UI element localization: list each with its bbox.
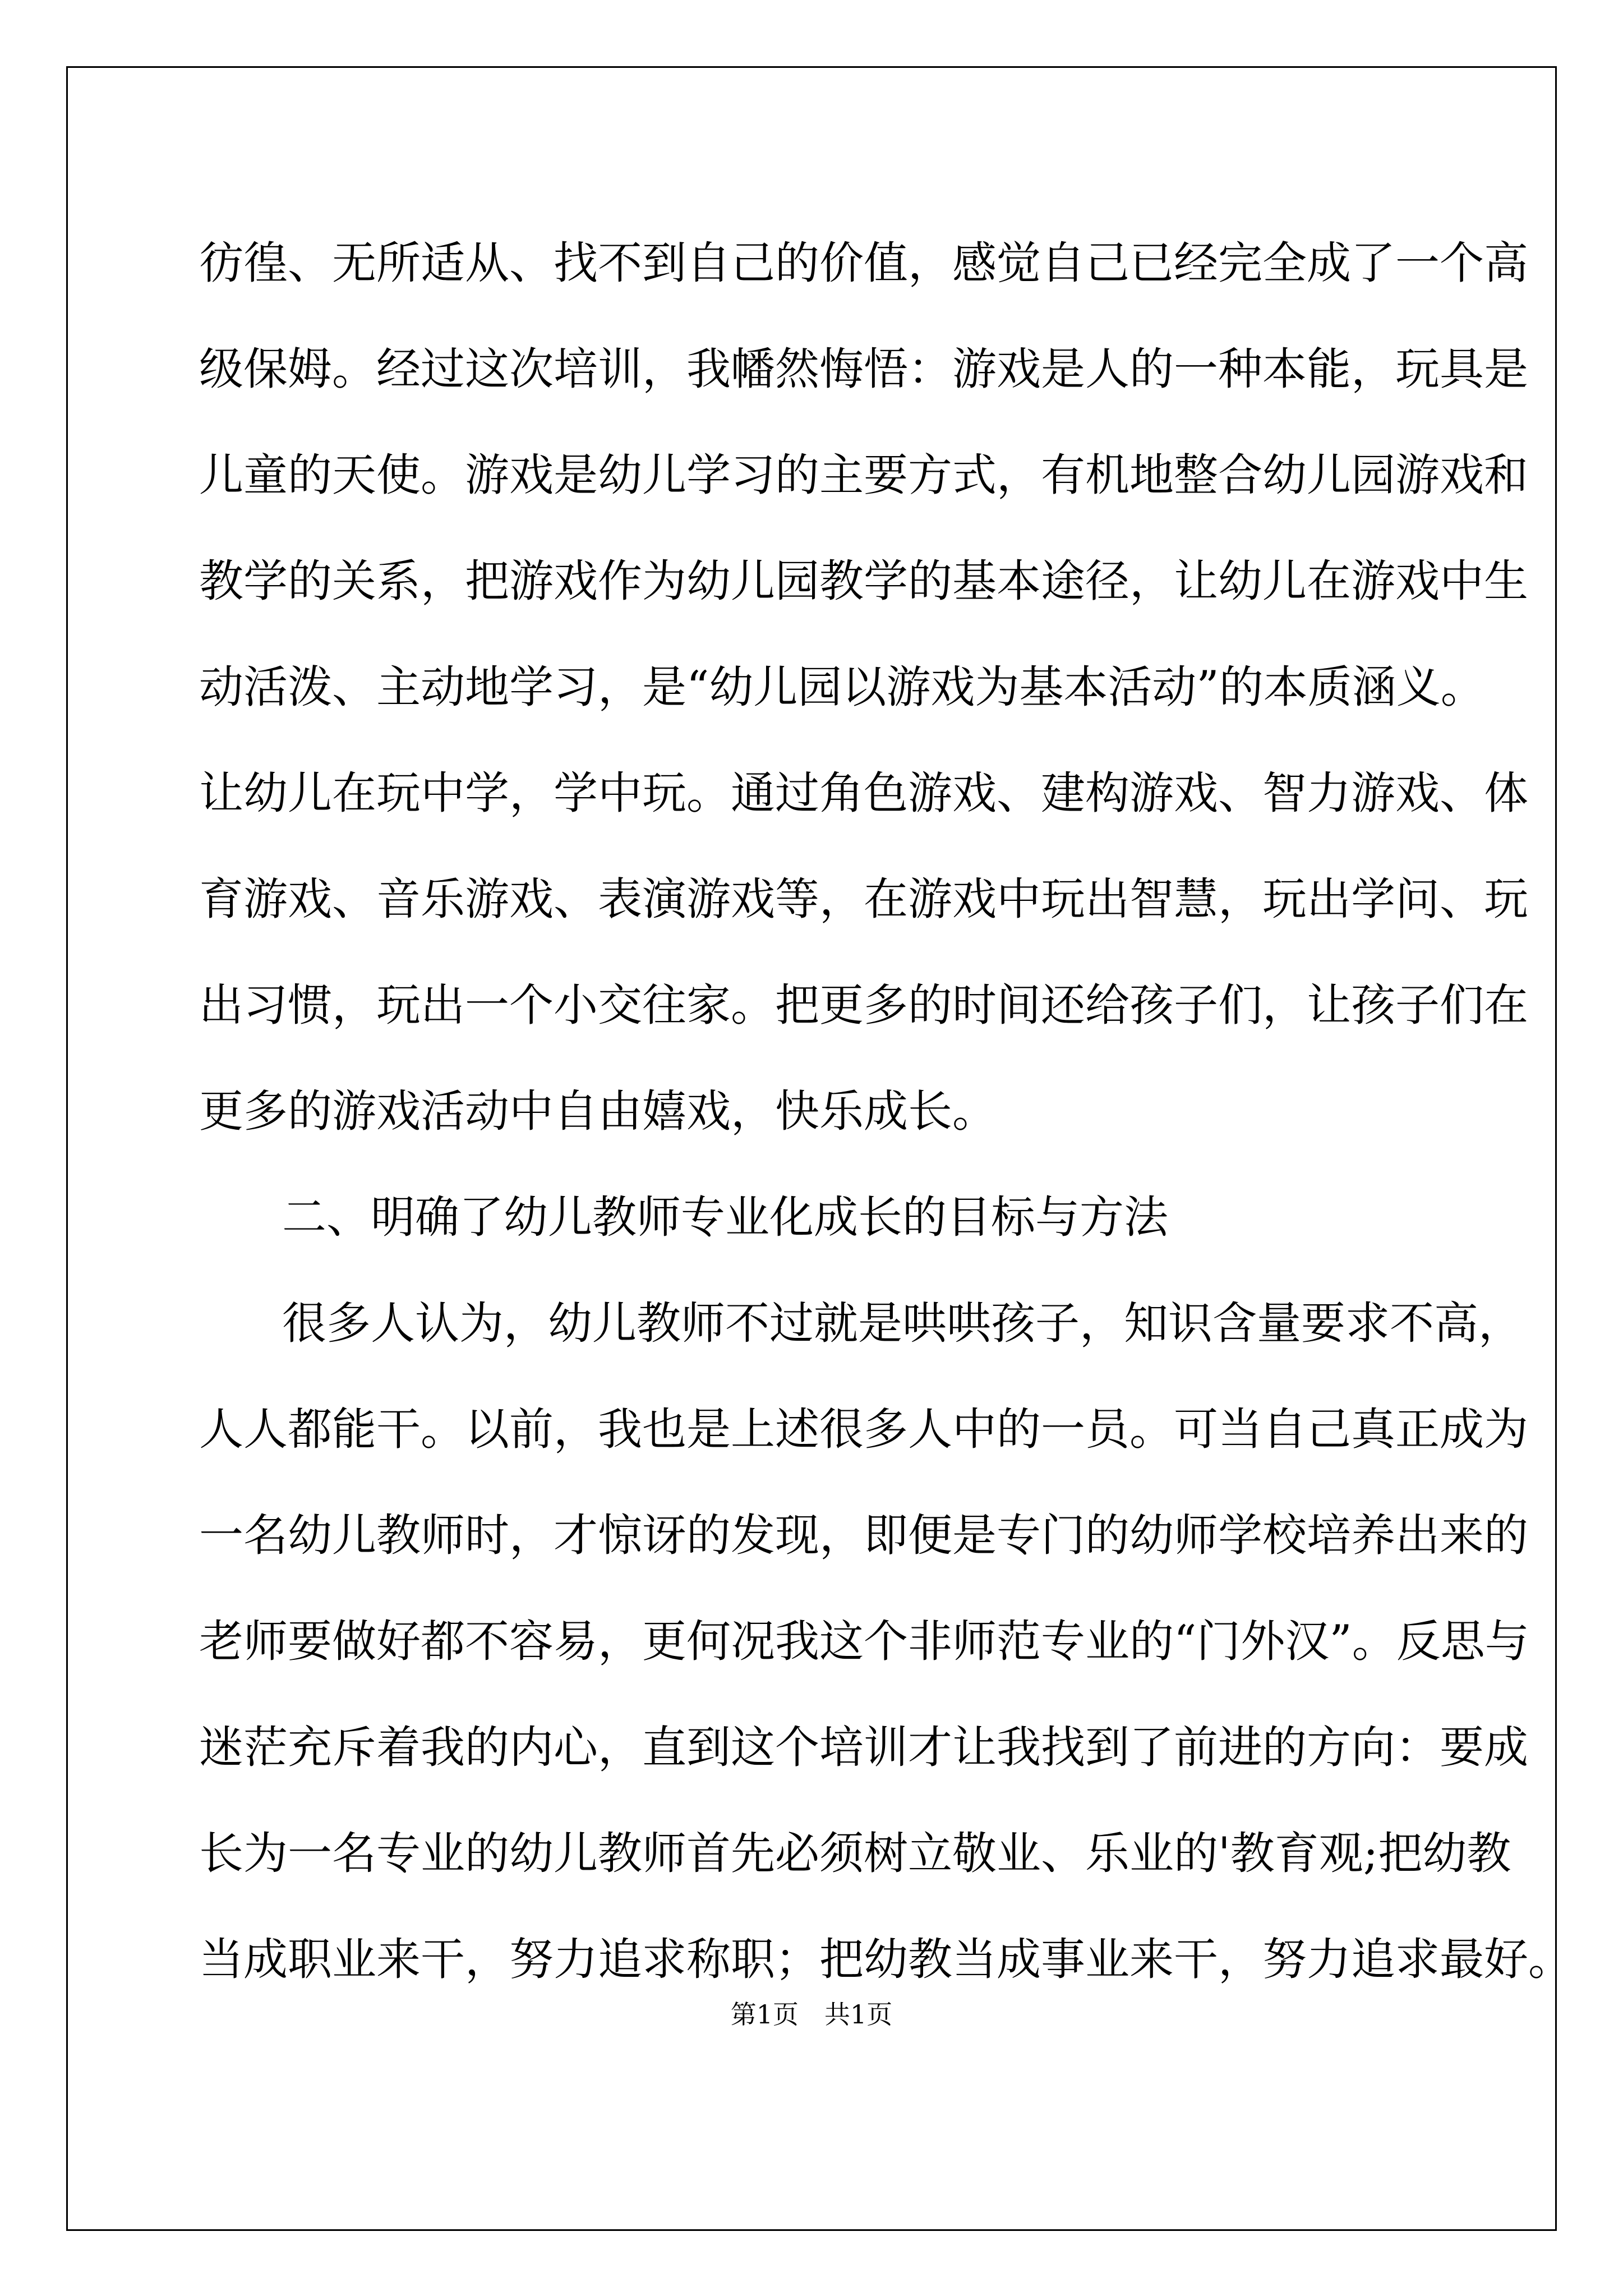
text-line: 让幼儿在玩中学，学中玩。通过角色游戏、建构游戏、智力游戏、体 — [199, 767, 1528, 819]
text-line: 育游戏、音乐游戏、表演游戏等，在游戏中玩出智慧，玩出学问、玩 — [199, 873, 1528, 925]
text-line: 教学的关系，把游戏作为幼儿园教学的基本途径，让幼儿在游戏中生 — [199, 555, 1528, 607]
page-footer: 第1页 共1页 — [730, 1999, 893, 2030]
text-line: 更多的游戏活动中自由嬉戏，快乐成长。 — [199, 1085, 997, 1137]
text-line: 很多人认为，幼儿教师不过就是哄哄孩子，知识含量要求不高， — [282, 1297, 1523, 1349]
text-line: 一名幼儿教师时，才惊讶的发现，即便是专门的幼师学校培养出来的 — [199, 1510, 1528, 1561]
text-line: 老师要做好都不容易，更何况我这个非师范专业的“门外汉”。反思与 — [199, 1616, 1529, 1667]
text-line: 长为一名专业的幼儿教师首先必须树立敬业、乐业的'教育观;把幼教 — [199, 1828, 1511, 1879]
text-line: 当成职业来干，努力追求称职；把幼教当成事业来干，努力追求最好。 — [199, 1934, 1573, 1985]
section-heading: 二、明确了幼儿教师专业化成长的目标与方法 — [282, 1191, 1168, 1243]
document-body — [199, 210, 1573, 2013]
text-line: 动活泼、主动地学习，是“幼儿园以游戏为基本活动”的本质涵义。 — [199, 661, 1485, 713]
text-line: 儿童的天使。游戏是幼儿学习的主要方式，有机地整合幼儿园游戏和 — [199, 449, 1528, 501]
text-line: 迷茫充斥着我的内心，直到这个培训才让我找到了前进的方向：要成 — [199, 1722, 1528, 1773]
text-line: 级保姆。经过这次培训，我幡然悔悟：游戏是人的一种本能，玩具是 — [199, 343, 1528, 395]
text-line: 出习惯，玩出一个小交往家。把更多的时间还给孩子们，让孩子们在 — [199, 979, 1528, 1031]
text-line: 人人都能干。以前，我也是上述很多人中的一员。可当自己真正成为 — [199, 1404, 1528, 1455]
text-line: 彷徨、无所适从、找不到自己的价值，感觉自己已经完全成了一个高 — [199, 237, 1528, 289]
